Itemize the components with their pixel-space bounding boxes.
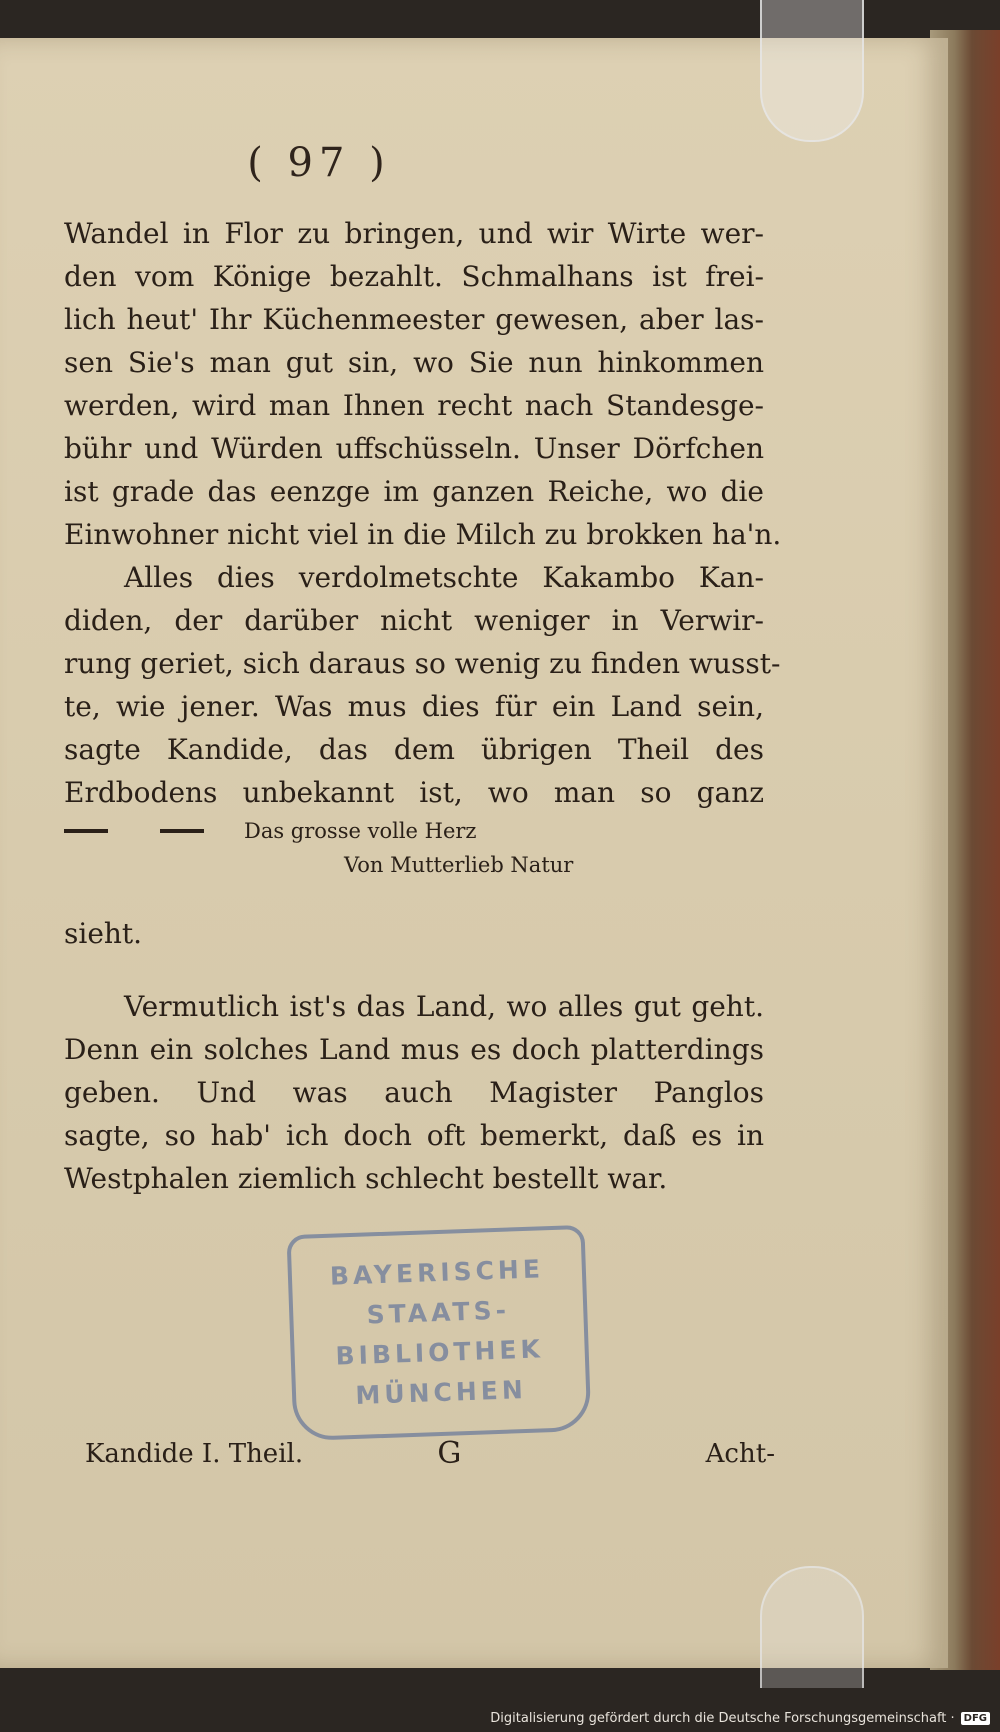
stamp-line: MÜNCHEN [354, 1374, 528, 1410]
page-clip-top [760, 0, 864, 142]
text-line: werden, wird man Ihnen recht nach Standesge- [64, 389, 764, 422]
verse-text: Das grosse volle Herz [244, 819, 477, 843]
dash [160, 829, 204, 833]
text-line: sieht. [64, 917, 143, 950]
text-line: den vom Könige bezahlt. Schmalhans ist frei- [64, 260, 764, 293]
stamp-line: BIBLIOTHEK [335, 1334, 545, 1371]
text-line: sagte, so hab' ich doch oft bemerkt, daß es in [64, 1119, 764, 1152]
verse-line [64, 814, 764, 848]
page-number: ( 97 ) [247, 140, 391, 186]
stamp-line: STAATS- [366, 1295, 511, 1330]
page-footer [85, 1436, 775, 1471]
digitization-credit [490, 1711, 990, 1726]
dfg-logo: DFG [961, 1712, 990, 1725]
text-line: sagte Kandide, das dem übrigen Theil des [64, 733, 764, 766]
text-line: Wandel in Flor zu bringen, und wir Wirte wer- [64, 217, 764, 250]
credit-text: Digitalisierung gefördert durch die Deutsche Forschungsgemeinschaft · [490, 1711, 955, 1726]
text-line: Erdbodens unbekannt ist, wo man so ganz [64, 776, 764, 809]
text-line: lich heut' Ihr Küchenmeester gewesen, aber las- [64, 303, 764, 336]
page-clip-bottom [760, 1566, 864, 1688]
text-line: rung geriet, sich daraus so wenig zu finden wusst- [64, 647, 781, 680]
text-line: sen Sie's man gut sin, wo Sie nun hinkommen [64, 346, 764, 379]
footer-title: Kandide I. Theil. [85, 1438, 304, 1469]
spacer [64, 882, 764, 912]
text-line: diden, der darüber nicht weniger in Verwir- [64, 604, 764, 637]
spacer [64, 955, 764, 985]
verse-dashes [64, 829, 244, 833]
text-line: Einwohner nicht viel in die Milch zu brokken ha'n. [64, 518, 782, 551]
library-stamp [286, 1225, 591, 1441]
text-line: Westphalen ziemlich schlecht bestellt war. [64, 1162, 668, 1195]
text-line: Vermutlich ist's das Land, wo alles gut geht. [124, 990, 764, 1023]
verse-line: Von Mutterlieb Natur [344, 853, 574, 877]
text-line: geben. Und was auch Magister Panglos [64, 1076, 764, 1109]
text-line: Alles dies verdolmetschte Kakambo Kan- [124, 561, 764, 594]
text-line: bühr und Würden uffschüsseln. Unser Dörfchen [64, 432, 764, 465]
text-line: te, wie jener. Was mus dies für ein Land sein, [64, 690, 764, 723]
page-text [64, 140, 782, 1200]
dash [64, 829, 108, 833]
text-line: ist grade das eenzge im ganzen Reiche, wo die [64, 475, 764, 508]
catchword: Acht- [705, 1438, 775, 1469]
stamp-line: BAYERISCHE [329, 1254, 545, 1291]
signature-mark: G [437, 1436, 462, 1471]
text-line: Denn ein solches Land mus es doch platterdings [64, 1033, 764, 1066]
